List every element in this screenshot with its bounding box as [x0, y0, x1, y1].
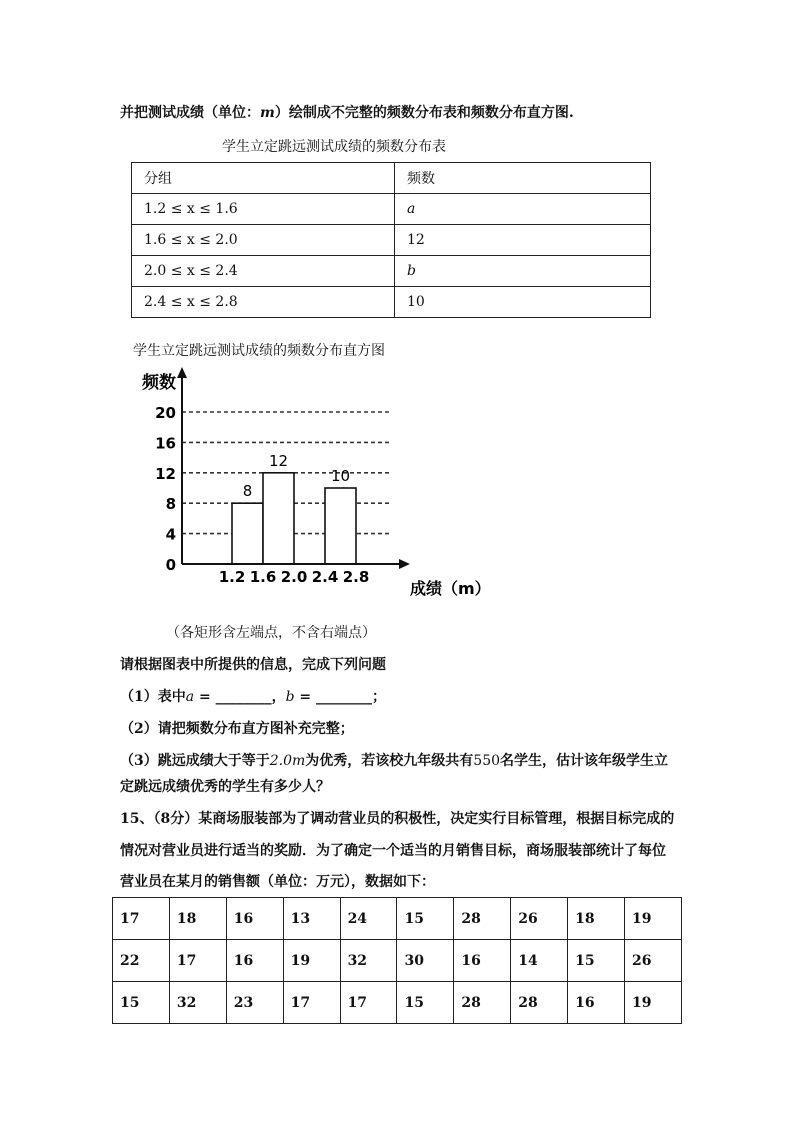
sales-cell: 16	[454, 940, 511, 982]
y-tick-label: 20	[155, 404, 176, 422]
table-row	[132, 194, 651, 225]
questions-intro: 请根据图表中所提供的信息，完成下列问题	[120, 657, 386, 673]
sales-cell: 19	[283, 940, 340, 982]
y-tick-label: 16	[155, 434, 176, 453]
histogram-chart	[140, 365, 520, 610]
y-tick-label: 4	[165, 525, 176, 544]
sales-table	[112, 897, 682, 1024]
table-row	[132, 225, 651, 256]
table-row	[113, 982, 682, 1024]
sales-cell: 15	[113, 982, 170, 1024]
y-axis-label: 频数	[142, 373, 176, 393]
sales-cell: 19	[625, 982, 682, 1024]
histogram-title: 学生立定跳远测试成绩的频数分布直方图	[133, 343, 385, 359]
header-cell: 频数	[395, 163, 651, 194]
problem-15-line-1: 15、（8分）某商场服装部为了调动营业员的积极性，决定实行目标管理，根据目标完成的	[120, 811, 675, 827]
bar-value-label: 10	[330, 467, 351, 485]
intro-text: 并把测试成绩（单位：m）绘制成不完整的频数分布表和频数分布直方图.	[120, 105, 574, 121]
sales-cell: 32	[340, 940, 397, 982]
x-axis-label: 成绩（m）	[410, 579, 491, 598]
count-cell: 12	[395, 225, 651, 256]
sales-cell: 28	[454, 982, 511, 1024]
sales-cell: 26	[625, 940, 682, 982]
sales-cell: 30	[397, 940, 454, 982]
count-cell: 10	[395, 287, 651, 318]
histogram-bar	[325, 488, 356, 564]
table-row	[113, 940, 682, 982]
y-tick-label: 12	[155, 464, 176, 483]
problem-15-line-2: 情况对营业员进行适当的奖励．为了确定一个适当的月销售目标，商场服装部统计了每位	[120, 843, 666, 859]
histogram-note: （各矩形含左端点，不含右端点）	[166, 625, 376, 641]
histogram-bar	[232, 503, 263, 564]
sales-cell: 18	[169, 898, 226, 940]
sales-cell: 17	[283, 982, 340, 1024]
sales-cell: 22	[113, 940, 170, 982]
histogram-bar	[263, 473, 294, 564]
group-cell: 2.4 ≤ x ≤ 2.8	[132, 287, 395, 318]
sales-cell: 15	[397, 898, 454, 940]
freq-table-title: 学生立定跳远测试成绩的频数分布表	[222, 139, 446, 155]
table-row	[132, 256, 651, 287]
frequency-table	[131, 162, 651, 318]
sales-cell: 26	[511, 898, 568, 940]
question-1: （1）表中a = ________，b = ________；	[120, 689, 387, 705]
question-3: （3）跳远成绩大于等于2.0m为优秀，若该校九年级共有550名学生，估计该年级学生立	[120, 753, 669, 769]
sales-cell: 17	[169, 940, 226, 982]
sales-cell: 23	[226, 982, 283, 1024]
sales-cell: 17	[340, 982, 397, 1024]
header-cell: 分组	[132, 163, 395, 194]
x-axis-arrow-icon	[399, 559, 410, 569]
x-tick-label: 1.6	[249, 568, 277, 586]
sales-cell: 32	[169, 982, 226, 1024]
bar-value-label: 8	[242, 482, 253, 501]
sales-cell: 16	[226, 898, 283, 940]
x-tick-label: 2.4	[311, 568, 339, 586]
sales-cell: 13	[283, 898, 340, 940]
sales-cell: 24	[340, 898, 397, 940]
x-tick-label: 2.0	[280, 568, 308, 586]
sales-cell: 14	[511, 940, 568, 982]
y-tick-label: 8	[165, 495, 176, 514]
bar-value-label: 12	[268, 451, 289, 470]
y-tick-label: 0	[165, 556, 176, 574]
group-cell: 1.6 ≤ x ≤ 2.0	[132, 225, 395, 256]
sales-cell: 19	[625, 898, 682, 940]
x-tick-label: 2.8	[342, 568, 370, 586]
table-row	[113, 898, 682, 940]
table-header-row	[132, 163, 651, 194]
sales-cell: 28	[511, 982, 568, 1024]
count-cell: b	[395, 256, 651, 287]
group-cell: 2.0 ≤ x ≤ 2.4	[132, 256, 395, 287]
problem-15-line-3: 营业员在某月的销售额（单位：万元），数据如下：	[120, 874, 435, 890]
unit-symbol: m	[260, 105, 275, 121]
sales-cell: 18	[568, 898, 625, 940]
y-axis-arrow-icon	[177, 367, 187, 378]
sales-cell: 16	[226, 940, 283, 982]
question-3-line-2: 定跳远成绩优秀的学生有多少人？	[120, 779, 330, 795]
sales-cell: 15	[568, 940, 625, 982]
x-tick-label: 1.2	[218, 568, 246, 586]
sales-cell: 15	[397, 982, 454, 1024]
table-row	[132, 287, 651, 318]
sales-cell: 16	[568, 982, 625, 1024]
count-cell: a	[395, 194, 651, 225]
group-cell: 1.2 ≤ x ≤ 1.6	[132, 194, 395, 225]
sales-cell: 28	[454, 898, 511, 940]
question-2: （2）请把频数分布直方图补充完整；	[120, 721, 354, 737]
sales-cell: 17	[113, 898, 170, 940]
